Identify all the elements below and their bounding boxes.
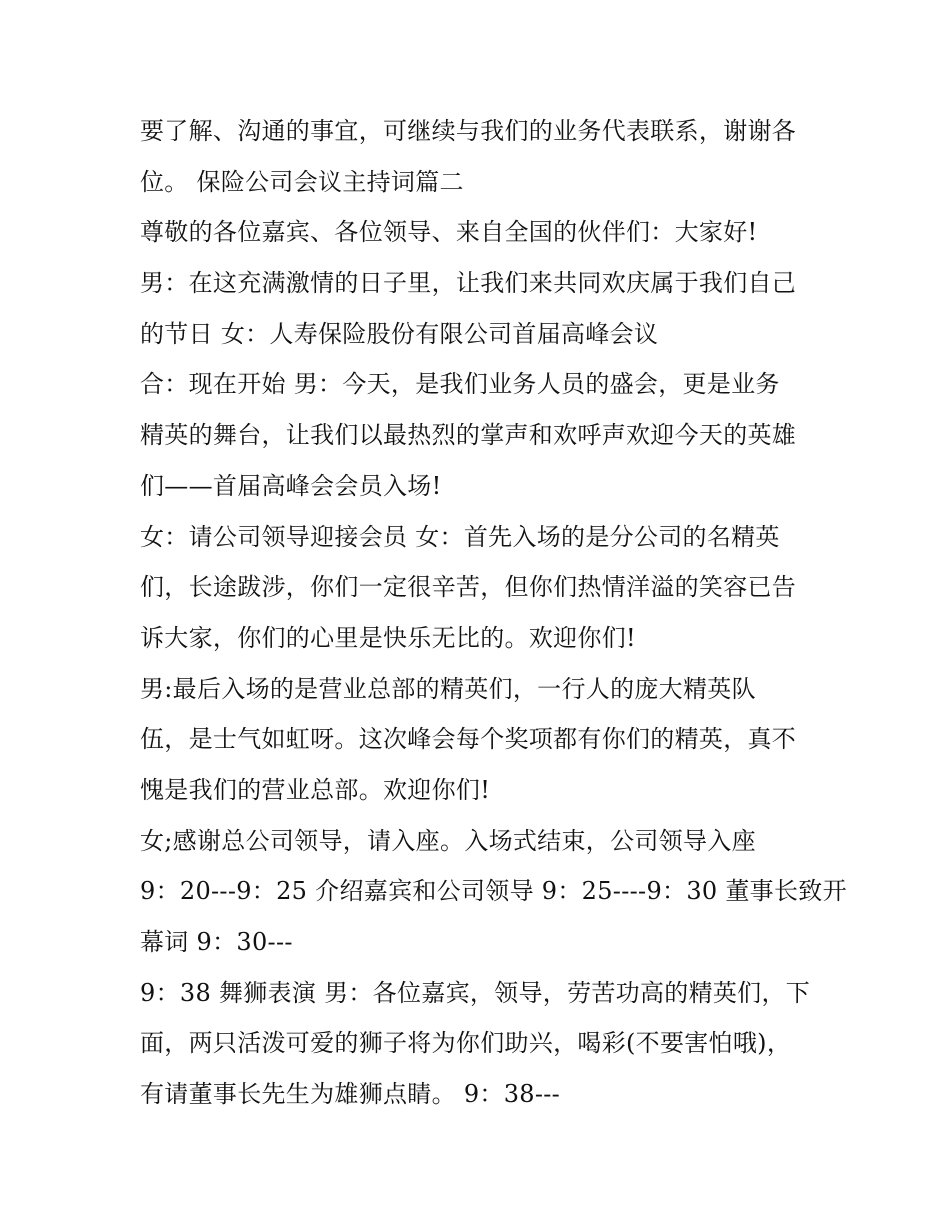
text-line: 们，长途跋涉，你们一定很辛苦，但你们热情洋溢的笑容已告 bbox=[140, 573, 797, 602]
text-line: 幕词 9：30--- bbox=[140, 928, 293, 956]
text-line: 合：现在开始 男：今天，是我们业务人员的盛会，更是业务 bbox=[140, 370, 780, 399]
text-line: 面，两只活泼可爱的狮子将为你们助兴，喝彩(不要害怕哦)， bbox=[140, 1029, 792, 1058]
text-line: 9：20---9：25 介绍嘉宾和公司领导 9：25----9：30 董事长致开 bbox=[140, 877, 847, 906]
text-line: 有请董事长先生为雄狮点睛。 9：38--- bbox=[140, 1080, 561, 1109]
text-line: 诉大家，你们的心里是快乐无比的。欢迎你们! bbox=[140, 623, 636, 652]
text-line: 位。 保险公司会议主持词篇二 bbox=[140, 167, 464, 196]
text-line: 女：请公司领导迎接会员 女：首先入场的是分公司的名精英 bbox=[140, 522, 780, 551]
text-line: 要了解、沟通的事宜，可继续与我们的业务代表联系，谢谢各 bbox=[140, 117, 797, 145]
text-line: 9：38 舞狮表演 男：各位嘉宾，领导，劳苦功高的精英们，下 bbox=[140, 978, 811, 1007]
document-body bbox=[140, 106, 847, 1120]
text-line: 尊敬的各位嘉宾、各位领导、来自全国的伙伴们：大家好! bbox=[140, 218, 758, 247]
text-line: 男：在这充满激情的日子里，让我们来共同欢庆属于我们自己 bbox=[140, 269, 797, 298]
text-line: 愧是我们的营业总部。欢迎你们! bbox=[140, 775, 491, 804]
text-line: 伍，是士气如虹呀。这次峰会每个奖项都有你们的精英，真不 bbox=[140, 725, 797, 754]
text-line: 们——首届高峰会会员入场! bbox=[140, 471, 442, 500]
text-line: 的节日 女：人寿保险股份有限公司首届高峰会议 bbox=[140, 319, 659, 348]
text-line: 女;感谢总公司领导，请入座。入场式结束，公司领导入座 bbox=[140, 826, 756, 855]
text-line: 男:最后入场的是营业总部的精英们，一行人的庞大精英队 bbox=[140, 674, 756, 703]
text-line: 精英的舞台，让我们以最热烈的掌声和欢呼声欢迎今天的英雄 bbox=[140, 421, 797, 450]
